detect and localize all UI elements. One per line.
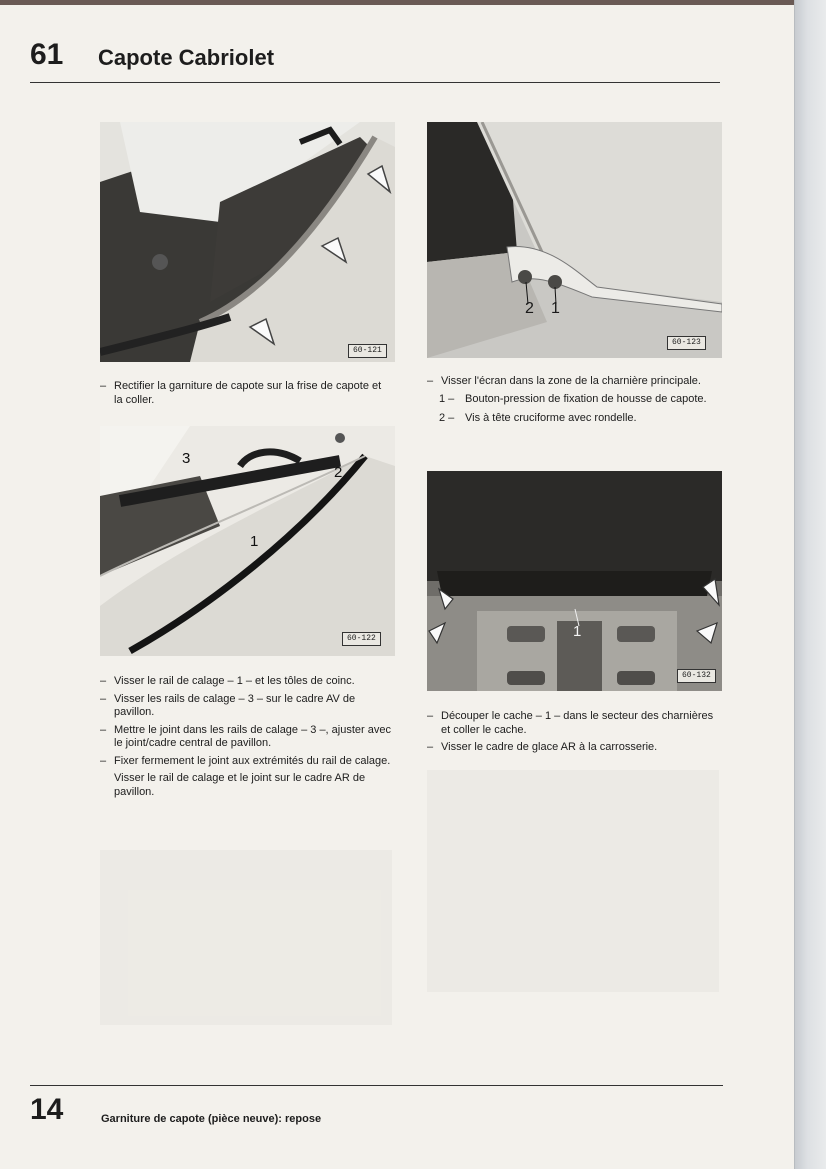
callout-1: 1 bbox=[573, 623, 582, 640]
header-rule bbox=[30, 82, 720, 83]
photo-60-123 bbox=[427, 122, 722, 358]
figure-ref-label: 60-122 bbox=[342, 632, 381, 646]
photo-60-132 bbox=[427, 471, 722, 691]
instruction-item: – Visser les rails de calage – 3 – sur le cadre AV de pavillon. bbox=[100, 692, 356, 718]
chapter-number: 61 bbox=[30, 38, 64, 71]
figure-ref-label: 60-121 bbox=[348, 344, 387, 358]
callout-3: 3 bbox=[182, 450, 191, 467]
figure-ref-label: 60-123 bbox=[667, 336, 706, 350]
next-page-edge bbox=[795, 0, 826, 1169]
callout-1: 1 bbox=[250, 533, 259, 550]
instruction-item: – Fixer fermement le joint aux extrémités du rail de calage. bbox=[100, 754, 391, 767]
legend-item: 2 – Vis à tête cruciforme avec rondelle. bbox=[439, 412, 637, 424]
caption-60-132 bbox=[427, 710, 719, 759]
page-number: 14 bbox=[30, 1093, 64, 1126]
callout-2: 2 bbox=[334, 464, 343, 481]
figure-ref-label: 60-132 bbox=[677, 669, 716, 683]
blank-area-left bbox=[100, 850, 392, 1025]
photo-60-121 bbox=[100, 122, 395, 362]
page-top-edge bbox=[0, 0, 826, 5]
instruction-item: – Visser l'écran dans la zone de la charnière principale. bbox=[427, 375, 701, 387]
callout-1: 1 bbox=[551, 300, 560, 317]
instruction-note: Visser le rail de calage et le joint sur le cadre AR de pavillon. bbox=[114, 772, 366, 798]
instruction-item: – Rectifier la garniture de capote sur la frise de capote et la coller. bbox=[100, 380, 382, 406]
caption-60-123 bbox=[427, 375, 719, 432]
footer-title: Garniture de capote (pièce neuve): repose bbox=[101, 1113, 322, 1125]
blank-area-right bbox=[427, 770, 719, 992]
callout-2: 2 bbox=[525, 300, 534, 317]
caption-60-122 bbox=[100, 675, 392, 803]
footer-rule bbox=[30, 1085, 723, 1086]
instruction-item: – Visser le cadre de glace AR à la carrosserie. bbox=[427, 741, 658, 753]
instruction-item: – Visser le rail de calage – 1 – et les tôles de coinc. bbox=[100, 675, 355, 687]
photo-60-122 bbox=[100, 426, 395, 656]
caption-60-121 bbox=[100, 380, 392, 411]
chapter-title: Capote Cabriolet bbox=[98, 45, 275, 70]
instruction-item: – Découper le cache – 1 – dans le secteur des charnières et coller le cache. bbox=[427, 710, 714, 736]
instruction-item: – Mettre le joint dans les rails de calage – 3 –, ajuster avec le joint/cadre central de pavillon. bbox=[100, 723, 391, 749]
legend-item: 1 – Bouton-pression de fixation de housse de capote. bbox=[439, 392, 707, 405]
